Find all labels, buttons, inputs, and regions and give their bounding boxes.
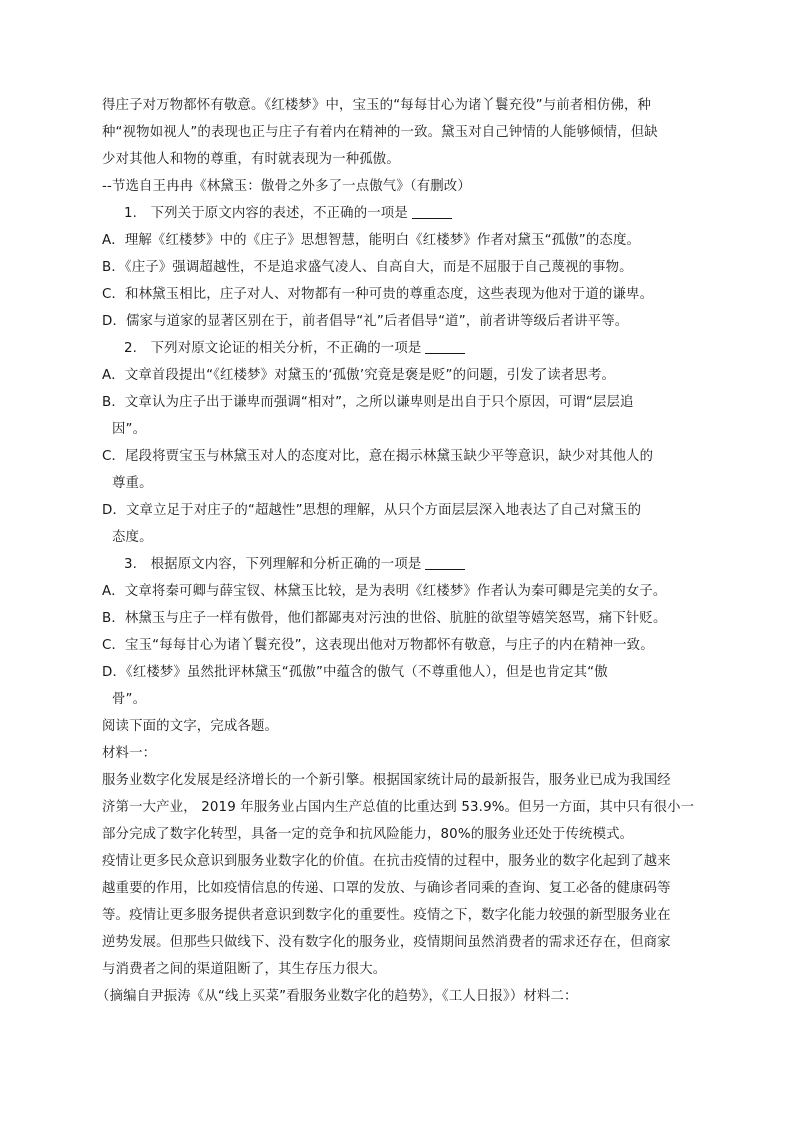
question-3-option-a: A．文章将秦可卿与薛宝钗、林黛玉比较，是为表明《红楼梦》作者认为秦可卿是完美的女子。 bbox=[102, 584, 667, 599]
material-1-source: （摘编自尹振涛《从“线上买菜”看服务业数字化的趋势》，《工人日报》）材料二： bbox=[96, 989, 578, 1004]
question-3-option-c: C．宝玉“每每甘心为诸丫鬟充役”，这表现出他对万物都怀有敬意，与庄子的内在精神一致。 bbox=[102, 638, 654, 653]
question-1-stem: 1. 下列关于原文内容的表述，不正确的一项是 bbox=[102, 200, 700, 227]
material-1-para-1-line: 服务业数字化发展是经济增长的一个新引擎。根据国家统计局的最新报告，服务业已成为我国经 bbox=[102, 773, 671, 788]
question-2-option-c: C．尾段将贾宝玉与林黛玉对人的态度对比，意在揭示林黛玉缺少平等意识，缺少对其他人的 bbox=[102, 449, 654, 464]
question-1-option-b: B．《庄子》强调超越性，不是追求盛气凌人、自高自大，而是不屈服于自己蔑视的事物。 bbox=[102, 260, 633, 275]
answer-blank bbox=[425, 339, 465, 354]
question-2-option-b: B．文章认为庄子出于谦卑而强调“相对”，之所以谦卑则是出自于只个原因，可谓“层层追 bbox=[102, 395, 634, 410]
material-1-para-2-line: 疫情让更多民众意识到服务业数字化的价值。在抗击疫情的过程中，服务业的数字化起到了越来 bbox=[102, 854, 671, 869]
material-1-label: 材料一： bbox=[102, 746, 157, 761]
question-2-option-c-cont: 尊重。 bbox=[112, 476, 153, 491]
question-2-option-b-cont: 因”。 bbox=[112, 422, 147, 437]
question-3-option-d-cont: 骨”。 bbox=[112, 692, 147, 707]
material-1-para-2-line: 等。疫情让更多服务提供者意识到数字化的重要性。疫情之下，数字化能力较强的新型服务业在 bbox=[102, 908, 671, 923]
material-1-para-1-line: 部分完成了数字化转型，具备一定的竞争和抗风险能力，80%的服务业还处于传统模式。 bbox=[102, 827, 634, 842]
question-2-option-d-cont: 态度。 bbox=[112, 530, 153, 545]
reading-instruction: 阅读下面的文字，完成各题。 bbox=[102, 719, 279, 734]
question-3-stem: 3. 根据原文内容，下列理解和分析正确的一项是 bbox=[102, 551, 700, 578]
intro-source: --节选自王冉冉《林黛玉：傲骨之外多了一点傲气》（有删改） bbox=[102, 179, 471, 194]
question-2-option-d: D．文章立足于对庄子的“超越性”思想的理解，从只个方面层层深入地表达了自己对黛玉的 bbox=[102, 503, 642, 518]
answer-blank bbox=[412, 204, 452, 219]
question-2-stem: 2. 下列对原文论证的相关分析，不正确的一项是 bbox=[102, 335, 700, 362]
question-2-option-a: A．文章首段提出“《红楼梦》对黛玉的‘孤傲’究竟是褒是贬”的问题，引发了读者思考。 bbox=[102, 368, 616, 383]
material-1-para-1-line: 济第一大产业， 2019 年服务业占国内生产总值的比重达到 53.9%。但另一方面，其中只有很小一 bbox=[102, 800, 695, 815]
document-page bbox=[96, 92, 700, 1010]
question-3-option-d: D．《红楼梦》虽然批评林黛玉“孤傲”中蕴含的傲气（不尊重他人），但是也肯定其“傲 bbox=[102, 665, 608, 680]
question-1-option-a: A．理解《红楼梦》中的《庄子》思想智慧，能明白《红楼梦》作者对黛玉“孤傲”的态度。 bbox=[102, 233, 641, 248]
intro-line: 得庄子对万物都怀有敬意。《红楼梦》中，宝玉的“每每甘心为诸丫鬟充役”与前者相仿佛，种 bbox=[102, 98, 652, 113]
question-3-option-b: B．林黛玉与庄子一样有傲骨，他们都鄙夷对污浊的世俗、肮脏的欲望等嬉笑怒骂，痛下针贬。 bbox=[102, 611, 667, 626]
material-1-para-2-line: 逆势发展。但那些只做线下、没有数字化的服务业，疫情期间虽然消费者的需求还存在，但商家 bbox=[102, 935, 671, 950]
material-1-para-2-line: 越重要的作用，比如疫情信息的传递、口罩的发放、与确诊者同乘的查询、复工必备的健康码等 bbox=[102, 881, 671, 896]
intro-line: 种“视物如视人”的表现也正与庄子有着内在精神的一致。黛玉对自己钟情的人能够倾情，但缺 bbox=[102, 125, 658, 140]
question-1-option-c: C．和林黛玉相比，庄子对人、对物都有一种可贵的尊重态度，这些表现为他对于道的谦卑。 bbox=[102, 287, 654, 302]
answer-blank bbox=[425, 555, 465, 570]
intro-line: 少对其他人和物的尊重，有时就表现为一种孤傲。 bbox=[102, 152, 400, 167]
question-1-option-d: D．儒家与道家的显著区别在于，前者倡导“礼”后者倡导“道”，前者讲等级后者讲平等。 bbox=[102, 314, 629, 329]
material-1-para-2-line: 与消费者之间的渠道阻断了，其生存压力很大。 bbox=[102, 962, 387, 977]
